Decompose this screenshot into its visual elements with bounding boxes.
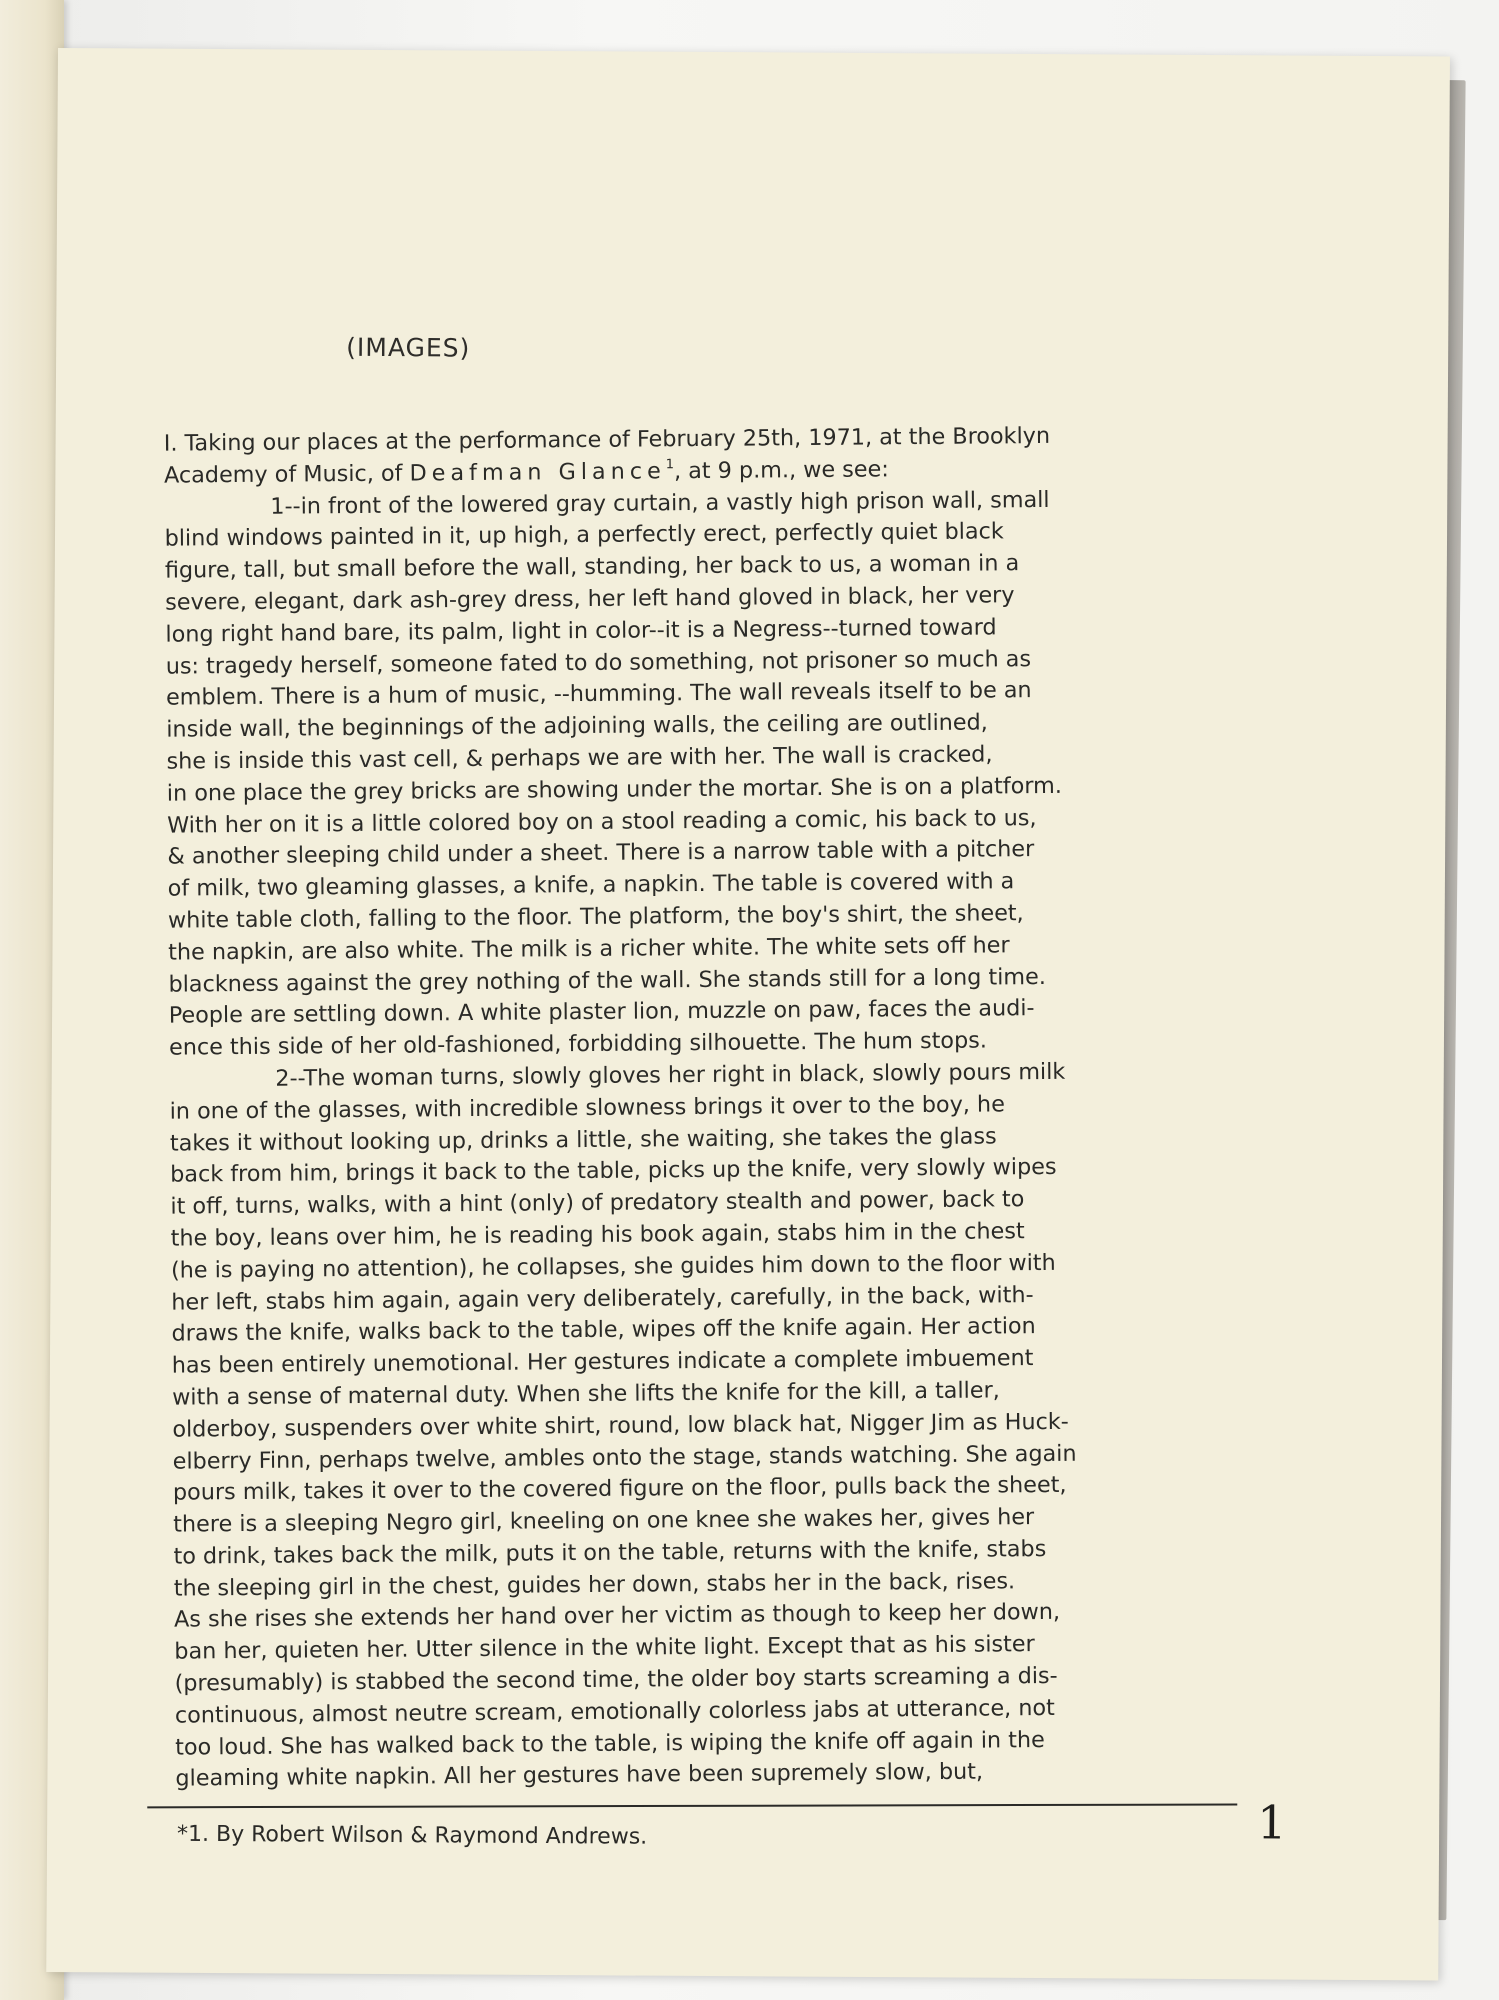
text-line: gleaming white napkin. All her gestures have been supremely slow, but,	[175, 1759, 984, 1793]
text-line: long right hand bare, its palm, light in color--it is a Negress--turned toward	[165, 614, 997, 648]
text-line: figure, tall, but small before the wall, standing, her back to us, a woman in a	[164, 550, 1020, 584]
text-line: People are settling down. A white plaster lion, muzzle on paw, faces the audi-	[168, 995, 1035, 1029]
document-page	[46, 48, 1450, 1980]
text-line: in one place the grey bricks are showing under the mortar. She is on a platform.	[166, 772, 1062, 807]
text-line: there is a sleeping Negro girl, kneeling on one knee she wakes her, gives her	[173, 1504, 1035, 1538]
text-line: us: tragedy herself, someone fated to do something, not prisoner so much as	[165, 645, 1032, 680]
text-line: elberry Finn, perhaps twelve, ambles onto the stage, stands watching. She again	[172, 1440, 1077, 1475]
text-line: takes it without looking up, drinks a little, she waiting, she takes the glass	[169, 1122, 997, 1157]
text-line: With her on it is a little colored boy on a stool reading a comic, his back to us,	[167, 804, 1037, 839]
text-line: of milk, two gleaming glasses, a knife, a napkin. The table is covered with a	[167, 868, 1015, 902]
text-line: back from him, brings it back to the table, picks up the knife, very slowly wipes	[170, 1154, 1057, 1188]
text-line: has been entirely unemotional. Her gestures indicate a complete imbuement	[171, 1345, 1034, 1379]
text-line: her left, stabs him again, again very deliberately, carefully, in the back, with-	[171, 1281, 1034, 1316]
text-line: & another sleeping child under a sheet. There is a narrow table with a pitcher	[167, 836, 1035, 870]
text-line: the napkin, are also white. The milk is a richer white. The white sets off her	[168, 932, 1010, 966]
page-number: 1	[1257, 1795, 1287, 1850]
footnote-divider	[147, 1803, 1237, 1808]
text-line: draws the knife, walks back to the table, wipes off the knife again. Her action	[171, 1313, 1036, 1347]
footnote-marker: 1	[665, 456, 675, 473]
footnote: *1. By Robert Wilson & Raymond Andrews.	[177, 1821, 648, 1850]
text-line: the boy, leans over him, he is reading his book again, stabs him in the chest	[170, 1218, 1025, 1252]
text-line: to drink, takes back the milk, puts it on the table, returns with the knife, stabs	[173, 1535, 1047, 1570]
text-line: she is inside this vast cell, & perhaps we are with her. The wall is cracked,	[166, 741, 993, 775]
text-line: with a sense of maternal duty. When she lifts the knife for the kill, a taller,	[172, 1377, 1000, 1411]
text-line: blind windows painted in it, up high, a perfectly erect, perfectly quiet black	[164, 518, 1004, 553]
text-line: blackness against the grey nothing of the wall. She stands still for a long time.	[168, 963, 1046, 998]
page-heading: (IMAGES)	[346, 332, 471, 363]
text-line: in one of the glasses, with incredible slowness brings it over to the boy, he	[169, 1091, 1005, 1125]
text-line: severe, elegant, dark ash-grey dress, her left hand gloved in black, her very	[165, 582, 1015, 616]
text-line: olderboy, suspenders over white shirt, round, low black hat, Nigger Jim as Huck-	[172, 1408, 1069, 1443]
body-text	[164, 419, 1296, 1796]
intro-line-1: I. Taking our places at the performance of February 25th, 1971, at the Brooklyn	[163, 422, 1051, 457]
text-line: 2--The woman turns, slowly gloves her right in black, slowly pours milk	[275, 1058, 1066, 1092]
text-line: it off, turns, walks, with a hint (only) of predatory stealth and power, back to	[170, 1186, 1025, 1220]
text-line: too loud. She has walked back to the table, is wiping the knife off again in the	[175, 1726, 1045, 1761]
text-line: (presumably) is stabbed the second time, the older boy starts screaming a dis-	[174, 1662, 1058, 1697]
text-line: continuous, almost neutre scream, emotionally colorless jabs at utterance, not	[174, 1694, 1055, 1729]
work-title: Deafman Glance	[409, 458, 666, 487]
intro-text-b: , at 9 p.m., we see:	[673, 456, 889, 484]
text-line: (he is paying no attention), he collapses, she guides him down to the floor with	[170, 1249, 1056, 1284]
text-line: pours milk, takes it over to the covered figure on the floor, pulls back the sheet,	[172, 1472, 1067, 1506]
text-line: As she rises she extends her hand over her victim as though to keep her down,	[173, 1599, 1061, 1634]
text-line: inside wall, the beginnings of the adjoining walls, the ceiling are outlined,	[166, 709, 988, 743]
text-line: white table cloth, falling to the floor. The platform, the boy's shirt, the sheet,	[167, 900, 1024, 934]
intro-text-a: Academy of Music, of	[163, 460, 410, 489]
text-line: the sleeping girl in the chest, guides her down, stabs her in the back, rises.	[173, 1567, 1016, 1602]
text-line: 1--in front of the lowered gray curtain, a vastly high prison wall, small	[270, 486, 1050, 520]
text-line: emblem. There is a hum of music, --humming. The wall reveals itself to be an	[165, 677, 1032, 712]
text-line: ban her, quieten her. Utter silence in the white light. Except that as his sister	[174, 1631, 1035, 1665]
text-line: ence this side of her old-fashioned, forbidding silhouette. The hum stops.	[168, 1027, 987, 1061]
